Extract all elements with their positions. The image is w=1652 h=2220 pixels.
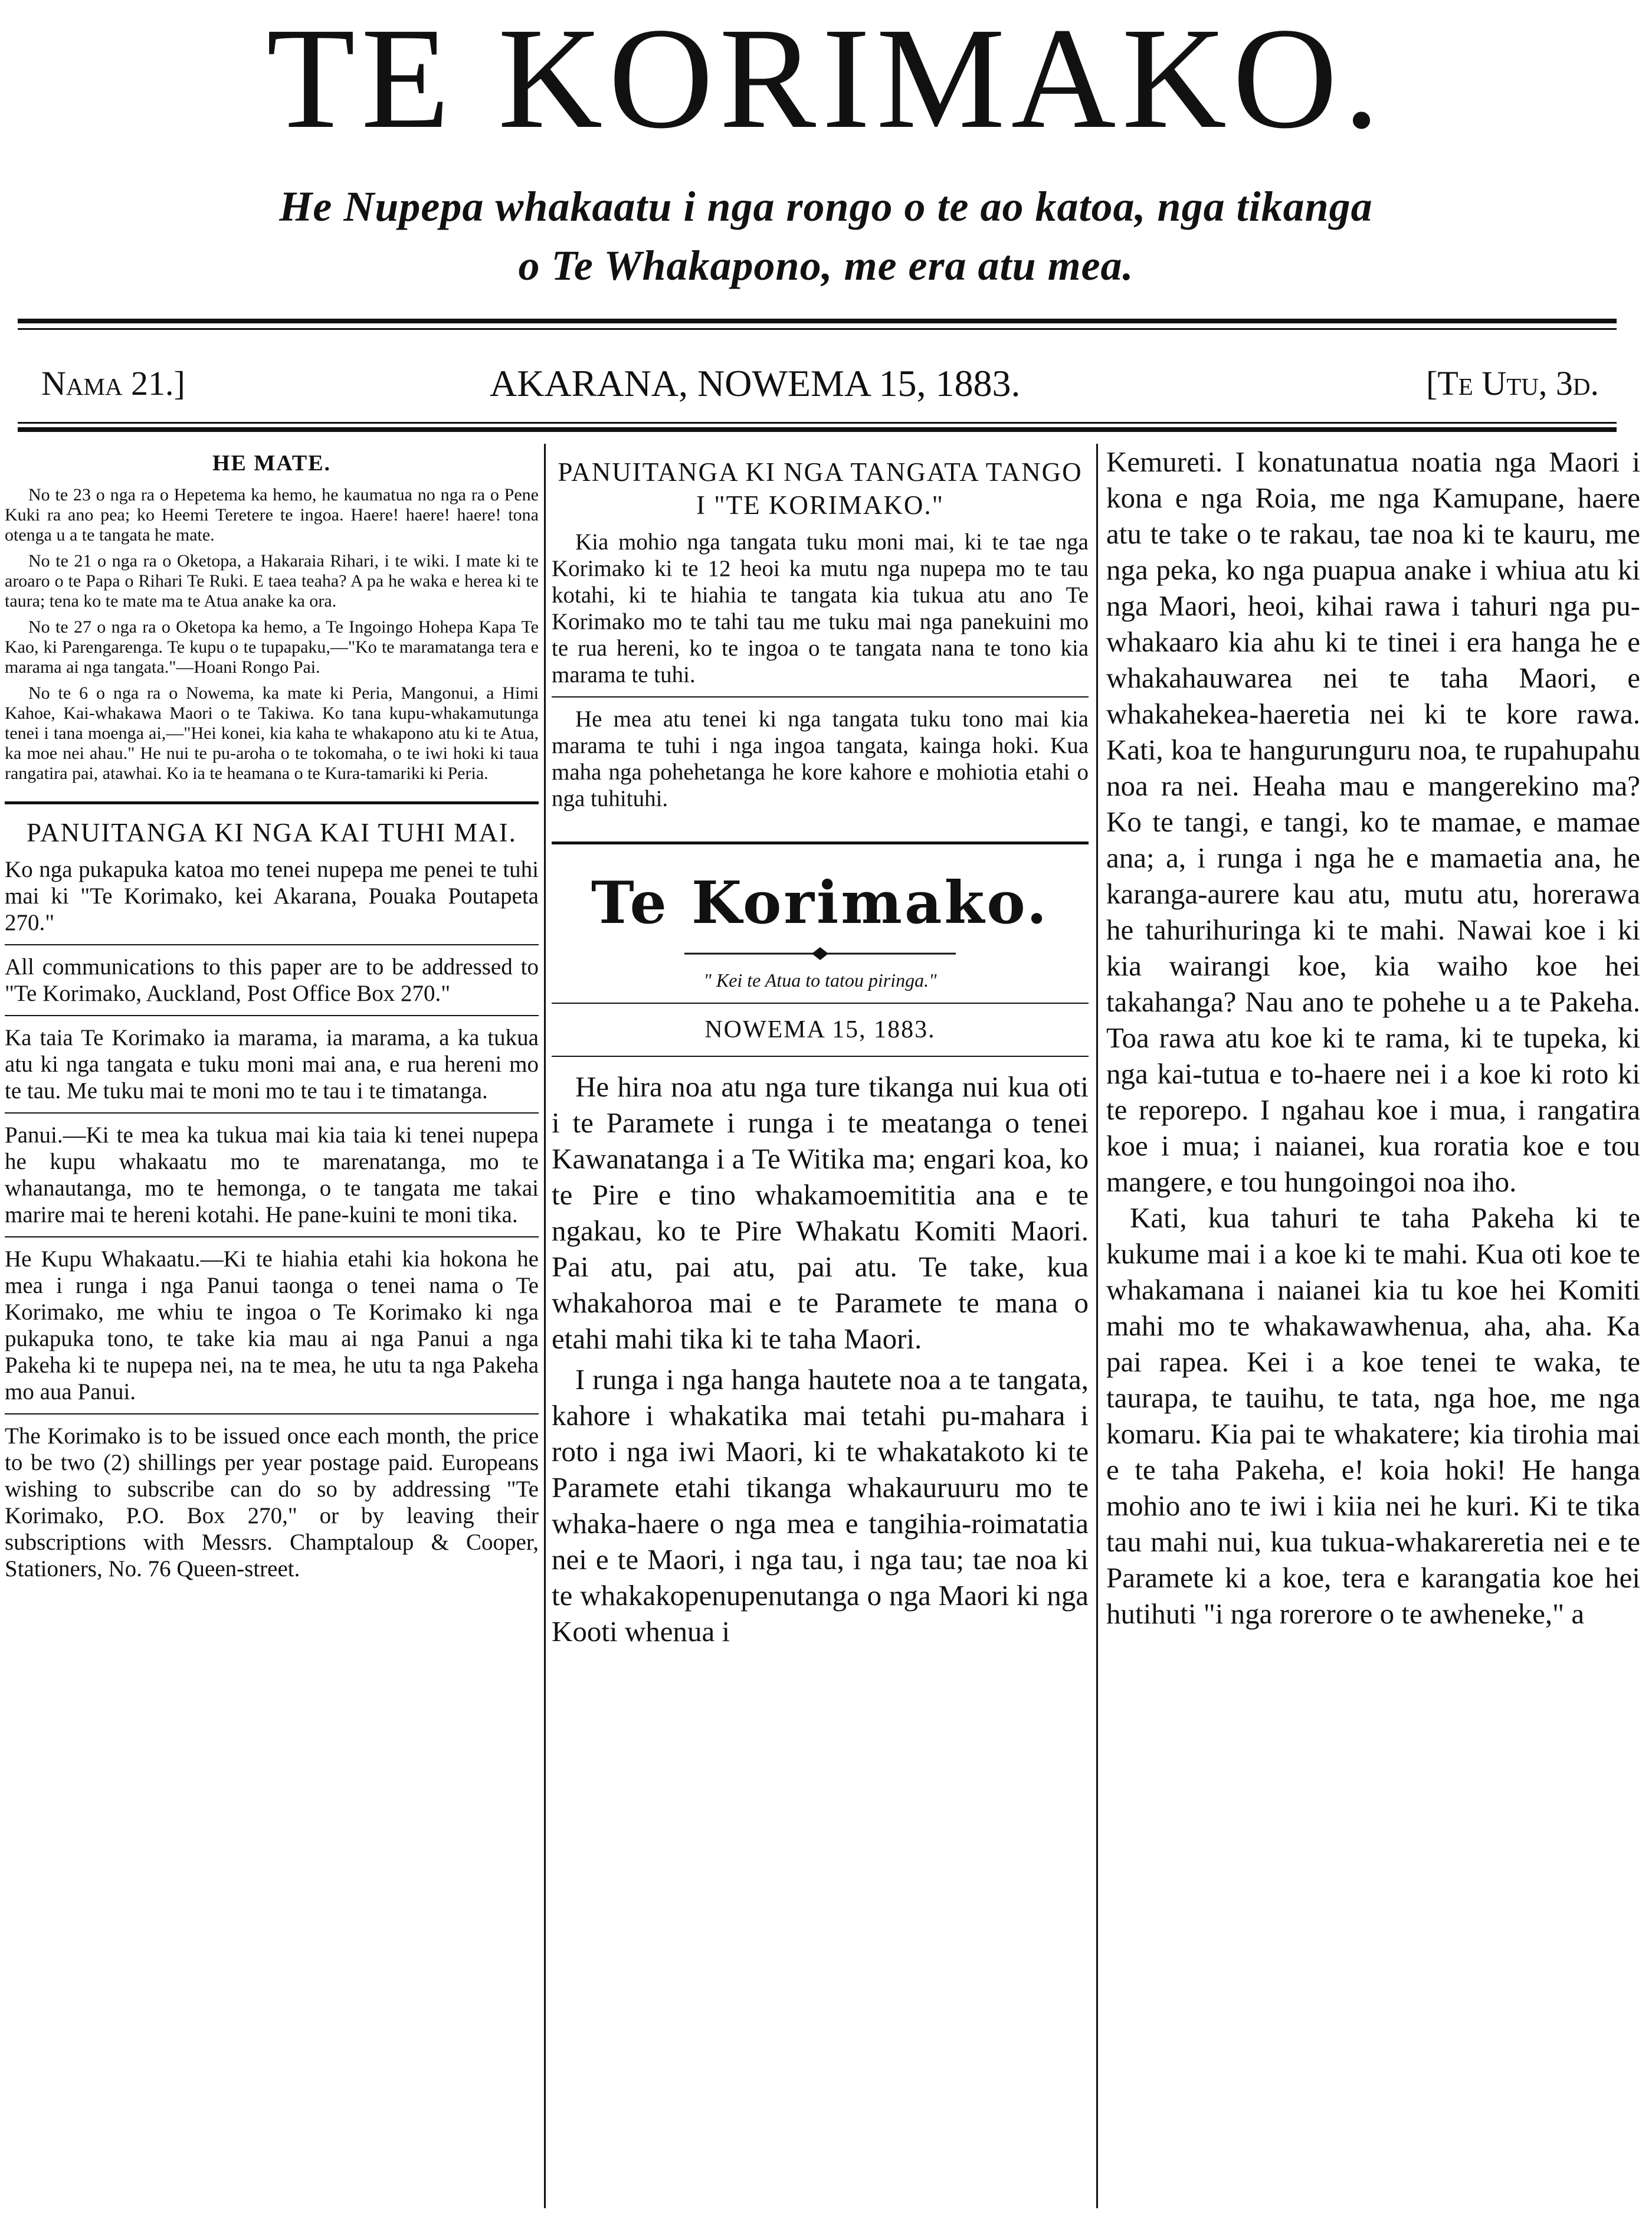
editorial-date: NOWEMA 15, 1883. (704, 1016, 936, 1043)
subtitle-line-1: He Nupepa whakaatu i nga rongo o te ao katoa, nga tikanga (279, 183, 1373, 230)
dateline-rule-thick (18, 427, 1617, 432)
death-notice: No te 27 o nga ra o Oketopa ka hemo, a Te Ingoingo Hohepa Kapa Te Kao, ki Parengarenga. Te kupu o te tupapaku,—"Ko te maramatanga tera e marama ai nga tangata."—Hoani Rongo Pai. (5, 617, 539, 677)
death-notice: No te 21 o nga ra o Oketopa, a Hakaraia Rihari, i te wiki. I mate ki te aroaro o te Papa o Rihari Te Ruki. E taea teaha? A pa he waka e herea ki te taura; tena ko te mate ma te Atua anake ka ora. (5, 551, 539, 611)
editorial-nameplate: Te Korimako. (591, 869, 1050, 937)
section-rule (552, 1056, 1089, 1057)
issue-price: [Te Utu, 3d. (1426, 364, 1599, 402)
section-rule (5, 801, 539, 804)
editorial-paragraph: I runga i nga hanga hautete noa a te tangata, kahore i whakatika mai tetahi pu-mahara i roto i nga iwi Maori, ki te whakatakoto ki te Paramete etahi tikanga whakauruuru mo te whaka-haere o nga mea e tangihia-roimatatia nei e te Maori, i nga tau, i nga tau; tae noa ki te whakakopenupenutanga o nga Maori ki nga Kooti whenua i (552, 1363, 1089, 1648)
masthead-title: TE KORIMAKO. (266, 0, 1386, 159)
section-rule (552, 841, 1089, 844)
dateline-rule-thin (18, 422, 1617, 424)
motto: " Kei te Atua to tatou piringa." (703, 970, 937, 991)
kupu-whakaatu-notice: He Kupu Whakaatu.—Ki te hiahia etahi kia hokona he mea i runga i nga Panui taonga o tenei nama o Te Korimako, me whiu te ingoa o Te Korimako ki nga pukapuka tono, te take kia mau ai nga Panui a nga Pakeha ki te nupepa nei, na te mea, he utu ta nga Pakeha mo aua Panui. (5, 1246, 539, 1404)
section-rule (5, 1015, 539, 1016)
section-rule (552, 1003, 1089, 1004)
section-rule (5, 1112, 539, 1114)
dateline (41, 357, 1599, 410)
deaths-heading: HE MATE. (212, 451, 332, 476)
english-subscription-notice: The Korimako is to be issued once each month, the price to be two (2) shillings per year postage paid. Europeans wishing to subscribe can do so by addressing "Te Korimako, P.O. Box 270," or by leaving their subscriptions with Messrs. Champtaloup & Cooper, Stationers, No. 76 Queen-street. (5, 1423, 539, 1581)
notice-english: All communications to this paper are to be addressed to "Te Korimako, Auckland, Post Office Box 270." (5, 954, 539, 1006)
column-1 (5, 444, 539, 2214)
column-2 (552, 444, 1089, 2214)
editorial-paragraph: Kati, kua tahuri te taha Pakeha ki te kukume mai i a koe ki te mahi. Kua oti koe te whakamana i naianei kia tu koe hei Komiti mahi mo te whakawawhenua, aha, aha. Ka pai rapea. Kei i a koe tenei te waka, te taurapa, te tauihu, te tata, nga hoe, me nga komaru. Kia pai te whakatere; kia tirohia mai e te taha Pakeha, e! koia hoki! He hanga mohio ano te iwi i kiia nei he kuri. Ki te tika tau mahi nui, kua tukua-whakareretia nei e te Paramete ki a koe, tera e karangatia koe hei hutihuti "i nga rorerore o te awheneke," a (1106, 1201, 1640, 1630)
section-rule (5, 1413, 539, 1414)
section-rule (5, 944, 539, 945)
column-divider-2 (1096, 444, 1098, 2208)
subscription-notice: Ka taia Te Korimako ia marama, ia marama, a ka tukua atu ki nga tangata e tuku moni mai ana, e rua hereni mo te tau. Me tuku mai te moni mo te tau i te timatanga. (5, 1025, 539, 1104)
subscribers-paragraph: He mea atu tenei ki nga tangata tuku tono mai kia marama te tuhi i nga ingoa tangata, kainga hoki. Kua maha nga pohehetanga he kore kahore e mohiotia etahi o nga tuhituhi. (552, 706, 1089, 811)
column-divider-1 (544, 444, 546, 2208)
subscribers-heading: PANUITANGA KI NGA TANGATA TANGO I "TE KORIMAKO." (558, 457, 1083, 520)
notice-maori: Ko nga pukapuka katoa mo tenei nupepa me penei te tuhi mai ki "Te Korimako, kei Akarana, Pouaka Poutapeta 270." (5, 857, 539, 935)
subscribers-paragraph: Kia mohio nga tangata tuku moni mai, ki te tae nga Korimako ki te 12 heoi ka mutu nga nupepa mo te tau kotahi, ki te hiahia te tangata kia tukua atu ano Te Korimako mo te tahi tau me tuku mai nga panekuini mo te rua hereni, ko te ingoa o te tangata nana te tono kia marama te tuhi. (552, 529, 1089, 687)
column-3 (1106, 444, 1640, 2214)
editorial-paragraph: He hira noa atu nga ture tikanga nui kua oti i te Paramete i runga i te meatanga o tenei Kawanatanga i a Te Witika ma; engari koa, ko te Pire e tino whakamoemititia ana e te ngakau, ko te Pire Whakatu Komiti Maori. Pai atu, pai atu, pai atu. Te take, kua whakahoroa mai e te Paramete te mana o etahi mahi tika ki te taha Maori. (552, 1070, 1089, 1355)
death-notice: No te 23 o nga ra o Hepetema ka hemo, he kaumatua no nga ra o Pene Kuki ra ano pea; ko Heemi Teretere te ingoa. Haere! haere! haere! tona otenga u a te tangata he mate. (5, 485, 539, 545)
subtitle-line-2: o Te Whakapono, me era atu mea. (518, 242, 1134, 289)
panui-notice: Panui.—Ki te mea ka tukua mai kia taia ki tenei nupepa he kupu whakaatu mo te marenatanga, mo te whanautanga, mo te hemonga, o te tangata me takai marire mai te hereni kotahi. He pane-kuini te moni tika. (5, 1122, 539, 1227)
notice-heading: PANUITANGA KI NGA KAI TUHI MAI. (27, 818, 517, 847)
masthead-rule-thin (18, 328, 1617, 330)
issue-number: Nama 21.] (41, 364, 185, 402)
death-notice: No te 6 o nga ra o Nowema, ka mate ki Peria, Mangonui, a Himi Kahoe, Kai-whakawa Maori o te Takiwa. Ko tana kupu-whakamutunga tenei i tana moenga ai,—"Hei konei, kia kaha te whakapono atu ki te Atua, ka moe nei ahau." He nui te pu-aroha o te tokomaha, o te iwi hoki ki taua rangatira pai, atawhai. Ko ia te heamana o te Kura-tamariki ki Peria. (5, 683, 539, 783)
section-rule (5, 1236, 539, 1237)
section-rule (552, 696, 1089, 698)
masthead-subtitle (0, 177, 1652, 295)
issue-date: AKARANA, NOWEMA 15, 1883. (490, 362, 1021, 404)
ornament-divider (684, 945, 956, 962)
masthead-rule-thick (18, 319, 1617, 323)
editorial-paragraph: Kemureti. I konatunatua noatia nga Maori i kona e nga Roia, me nga Kamupane, haere atu te take o te rakau, tae noa ki te kauru, me nga peka, ko nga puapua anake i whiua atu ki nga Maori, heoi, kihai rawa i tahuri nga pu-whakaaro kia ahu ki te tinei i era hanga he e whakahauwarea nei te taha Maori, e whakahekea-haeretia nei ki te kore rawa. Kati, koa te hangurunguru noa, te rupahupahu noa ra nei. Heaha mau e mangerekino ma? Ko te tangi, e tangi, ko te mamae, e mamae ana; a, i runga i nga he e mamaetia ana, he karanga-aurere kau atu, mutu atu, horerawa he tahurihuringa ki te mahi. Nawai koe i ki kia wairangi koe, kia waiho koe hei takahanga? Nau ano te pohehe u a te Pakeha. Toa rawa atu koe ki te rama, ki te tupeka, ki nga kai-tutua e to-haere nei i a koe ki roto ki te reporepo. I ngahau koe i mua, i rangatira koe i mua; i naianei, kua roratia koe e tou mangere, e tou hungoingoi noa iho. (1106, 446, 1640, 1198)
